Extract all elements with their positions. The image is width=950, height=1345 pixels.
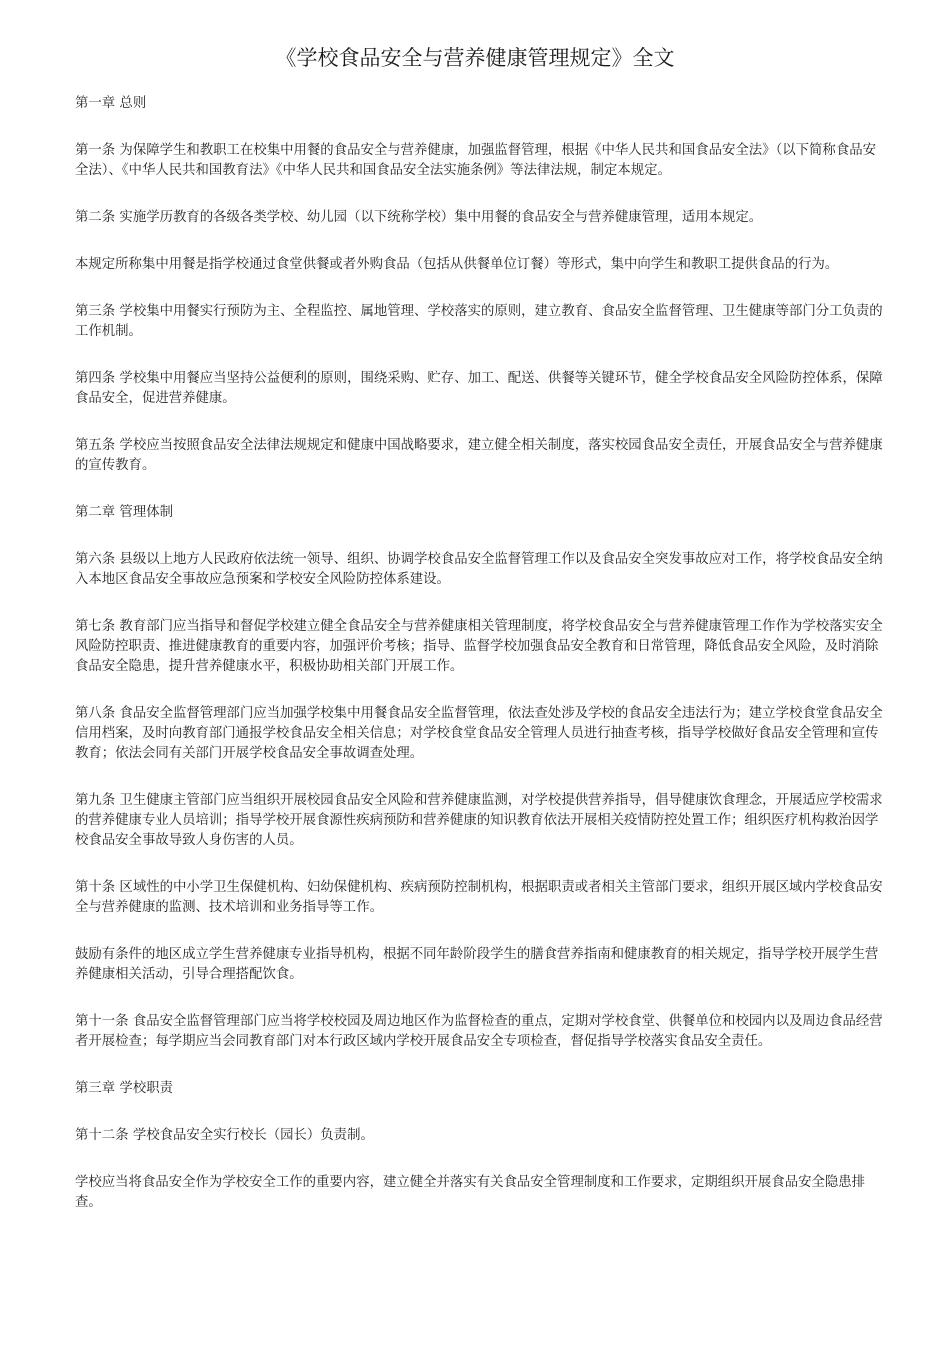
article-paragraph: 鼓励有条件的地区成立学生营养健康专业指导机构，根据不同年龄阶段学生的膳食营养指南和健康教育的相关规定，指导学校开展学生营养健康相关活动，引导合理搭配饮食。 xyxy=(75,947,879,982)
article-paragraph: 学校应当将食品安全作为学校安全工作的重要内容，建立健全并落实有关食品安全管理制度和工作要求，定期组织开展食品安全隐患排查。 xyxy=(75,1175,866,1210)
paragraph-gap xyxy=(75,590,883,617)
paragraph-gap xyxy=(75,985,883,1012)
paragraph-gap xyxy=(75,1052,883,1079)
paragraph-gap xyxy=(75,1146,883,1173)
paragraph-gap xyxy=(75,228,883,255)
paragraph-gap xyxy=(75,476,883,503)
paragraph-gap xyxy=(75,181,883,208)
paragraph-gap xyxy=(75,918,883,945)
document-body xyxy=(75,94,883,1213)
paragraph-gap xyxy=(75,342,883,369)
paragraph-gap xyxy=(75,275,883,302)
paragraph-gap xyxy=(75,523,883,550)
article-paragraph: 第一条 为保障学生和教职工在校集中用餐的食品安全与营养健康，加强监督管理，根据《中华人民共和国食品安全法》（以下简称食品安全法）、《中华人民共和国教育法》《中华人民共和国食品安全法实施条例》等法律法规，制定本规定。 xyxy=(75,143,876,178)
article-paragraph: 第三条 学校集中用餐实行预防为主、全程监控、属地管理、学校落实的原则，建立教育、食品安全监督管理、卫生健康等部门分工负责的工作机制。 xyxy=(75,304,883,339)
chapter-heading-3: 第三章 学校职责 xyxy=(75,1081,173,1096)
paragraph-gap xyxy=(75,409,883,436)
article-paragraph: 第六条 县级以上地方人民政府依法统一领导、组织、协调学校食品安全监督管理工作以及食品安全突发事故应对工作，将学校食品安全纳入本地区食品安全事故应急预案和学校安全风险防控体系建设。 xyxy=(75,552,883,587)
article-paragraph: 第十一条 食品安全监督管理部门应当将学校校园及周边地区作为监督检查的重点，定期对学校食堂、供餐单位和校园内以及周边食品经营者开展检查；每学期应当会同教育部门对本行政区域内学校开展食品安全专项检查，督促指导学校落实食品安全责任。 xyxy=(75,1014,883,1049)
article-paragraph: 第九条 卫生健康主管部门应当组织开展校园食品安全风险和营养健康监测，对学校提供营养指导，倡导健康饮食理念，开展适应学校需求的营养健康专业人员培训；指导学校开展食源性疾病预防和营养健康的知识教育依法开展相关疫情防控处置工作；组织医疗机构救治因学校食品安全事故导致人身伤害的人员。 xyxy=(75,793,883,848)
paragraph-gap xyxy=(75,1099,883,1126)
document-title: 《学校食品安全与营养健康管理规定》全文 xyxy=(275,46,675,70)
paragraph-gap xyxy=(75,764,883,791)
chapter-heading-1: 第一章 总则 xyxy=(75,96,147,111)
paragraph-gap xyxy=(75,677,883,704)
article-paragraph: 第二条 实施学历教育的各级各类学校、幼儿园（以下统称学校）集中用餐的食品安全与营养健康管理，适用本规定。 xyxy=(75,210,763,225)
article-paragraph: 第十二条 学校食品安全实行校长（园长）负责制。 xyxy=(75,1128,374,1143)
article-paragraph: 第七条 教育部门应当指导和督促学校建立健全食品安全与营养健康相关管理制度，将学校食品安全与营养健康管理工作作为学校落实安全风险防控职责、推进健康教育的重要内容，加强评价考核；指导、监督学校加强食品安全教育和日常管理，降低食品安全风险，及时消除食品安全隐患，提升营养健康水平，积极协助相关部门开展工作。 xyxy=(75,619,883,674)
article-paragraph: 第四条 学校集中用餐应当坚持公益便利的原则，围绕采购、贮存、加工、配送、供餐等关键环节，健全学校食品安全风险防控体系，保障食品安全，促进营养健康。 xyxy=(75,371,883,406)
article-paragraph: 第十条 区域性的中小学卫生保健机构、妇幼保健机构、疾病预防控制机构，根据职责或者相关主管部门要求，组织开展区域内学校食品安全与营养健康的监测、技术培训和业务指导等工作。 xyxy=(75,880,883,915)
paragraph-gap xyxy=(75,851,883,878)
chapter-heading-2: 第二章 管理体制 xyxy=(75,505,173,520)
article-paragraph: 本规定所称集中用餐是指学校通过食堂供餐或者外购食品（包括从供餐单位订餐）等形式，集中向学生和教职工提供食品的行为。 xyxy=(75,257,839,272)
article-paragraph: 第五条 学校应当按照食品安全法律法规规定和健康中国战略要求，建立健全相关制度，落实校园食品安全责任，开展食品安全与营养健康的宣传教育。 xyxy=(75,438,883,473)
article-paragraph: 第八条 食品安全监督管理部门应当加强学校集中用餐食品安全监督管理，依法查处涉及学校的食品安全违法行为；建立学校食堂食品安全信用档案，及时向教育部门通报学校食品安全相关信息；对学校食堂食品安全管理人员进行抽查考核，指导学校做好食品安全管理和宣传教育；依法会同有关部门开展学校食品安全事故调查处理。 xyxy=(75,706,883,761)
paragraph-gap xyxy=(75,114,883,141)
